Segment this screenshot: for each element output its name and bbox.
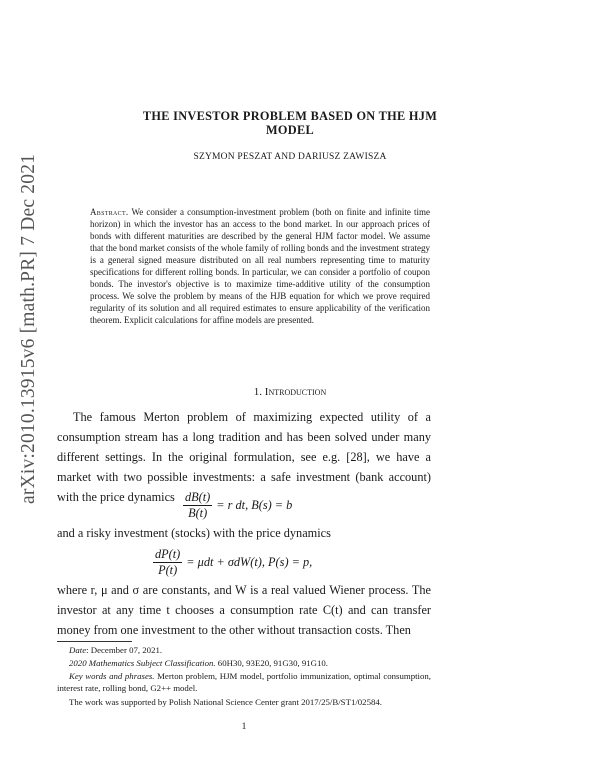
paragraph-2: and a risky investment (stocks) with the price dynamics — [57, 526, 331, 540]
paper-title — [60, 109, 520, 137]
abstract-text: We consider a consumption-investment problem (both on finite and infinite time horizon) in which the investor has an access to the bond market. In our approach prices of bonds with different maturities are described by the general HJM factor model. We assume that the bond market consists of the whole family of rolling bonds and the investment strategy is a general signed measure distributed on all real numbers representing time to maturity specifications for different rolling bonds. In particular, we can consider a portfolio of coupon bonds. The investor's objective is to maximize time-additive utility of the consumption process. We solve the problem by means of the HJB equation for which we prove required regularity of its solution and all required estimates to ensure applicability of the verification theorem. Explicit calculations for affine models are presented. — [90, 207, 430, 325]
footnote-keywords — [57, 671, 431, 694]
title-line-2: MODEL — [266, 123, 314, 137]
section-heading — [60, 386, 520, 398]
footnote-date-label: Date — [69, 645, 87, 655]
footnote-support: The work was supported by Polish National Science Center grant 2017/25/B/ST1/02584. — [69, 697, 382, 707]
equation-stock-numerator: dP(t) — [155, 547, 181, 561]
authors: SZYMON PESZAT AND DARIUSZ ZAWISZA — [193, 152, 387, 162]
equation-bank — [183, 490, 292, 521]
paragraph-1: The famous Merton problem of maximizing expected utility of a consumption stream has a long tradition and has been solved under many different settings. In the original formulation, see e.g. [28], we have a market with two possible investments: a safe investment (bank account) with the price dynamics — [57, 410, 431, 504]
footnote-keywords-label: Key words and phrases. — [69, 671, 155, 681]
equation-stock-denominator: P(t) — [158, 563, 178, 577]
arxiv-identifier: arXiv:2010.13915v6 [math.PR] 7 Dec 2021 — [18, 153, 39, 504]
equation-stock-rhs: = μdt + σdW(t), P(s) = p, — [186, 555, 313, 569]
abstract-label: Abstract. — [90, 207, 129, 217]
equation-bank-fraction — [183, 490, 212, 521]
equation-bank-numerator: dB(t) — [185, 490, 211, 504]
equation-bank-denominator: B(t) — [188, 506, 208, 520]
footnote-msc-label: 2020 Mathematics Subject Classification. — [69, 658, 216, 668]
footnote-msc — [57, 658, 431, 670]
footnote-rule — [57, 641, 132, 642]
footnote-date-value: : December 07, 2021. — [86, 645, 163, 655]
equation-bank-rhs: = r dt, B(s) = b — [216, 498, 293, 512]
footnote-keywords-value: Merton problem, HJM model, portfolio immunization, optimal consumption, interest rate, rolling bond, G2++ model. — [57, 671, 431, 693]
paragraph-3: where r, μ and σ are constants, and W is a real valued Wiener process. The investor at any time t chooses a consumption rate C(t) and can transfer money from one investment to the other without transaction costs. Then — [57, 583, 431, 637]
footnote-msc-value: 60H30, 93E20, 91G30, 91G10. — [215, 658, 329, 668]
abstract — [90, 206, 430, 326]
title-line-1: THE INVESTOR PROBLEM BASED ON THE HJM — [142, 109, 438, 123]
section-number: 1. — [253, 386, 265, 398]
equation-stock-fraction — [153, 547, 182, 578]
page-number: 1 — [241, 722, 247, 732]
section-title: Introduction — [264, 386, 327, 398]
equation-stock — [153, 547, 312, 578]
footnote-date — [57, 645, 431, 657]
